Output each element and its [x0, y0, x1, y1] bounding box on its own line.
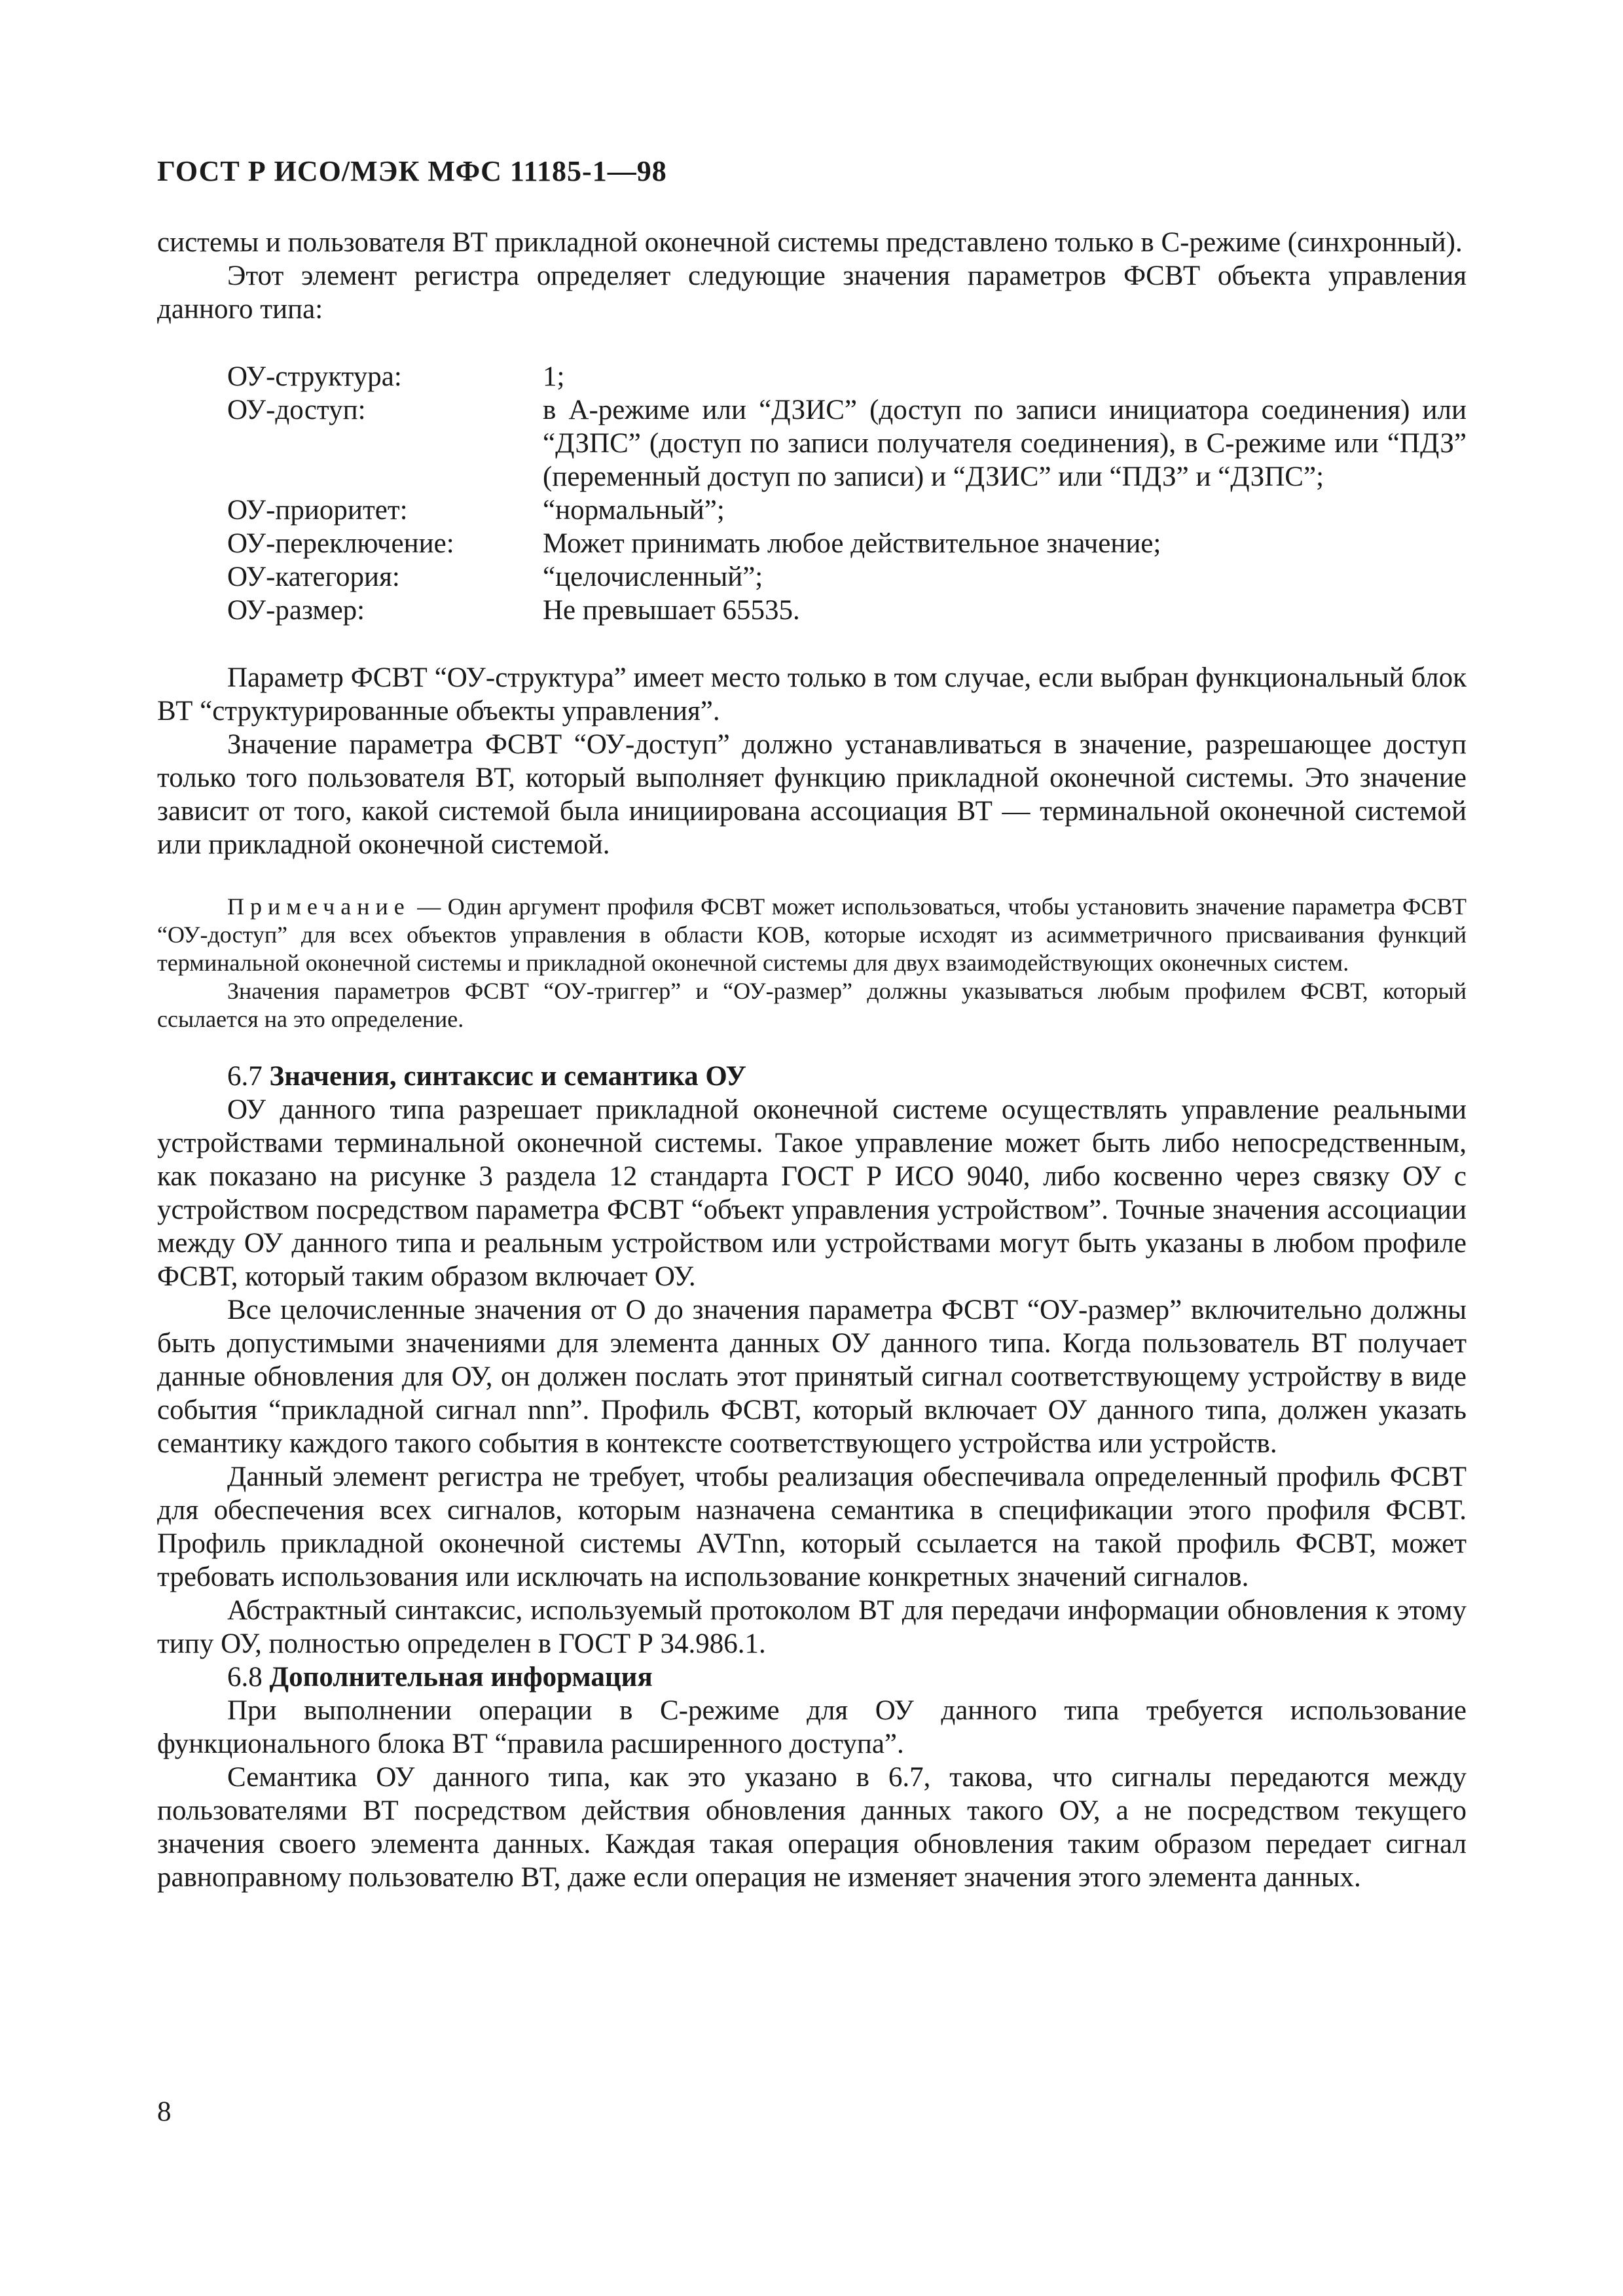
parameter-name: ОУ-переключение: — [227, 528, 454, 559]
parameter-value: в А-режиме или “ДЗИС” (доступ по записи инициатора соединения) или “ДЗПС” (доступ по записи получателя соединения), в С-режиме или “ПДЗ” (переменный доступ по записи) и “ДЗИС” или “ПДЗ” и “ДЗПС”; — [543, 395, 1467, 492]
note-label: Примечание — [227, 893, 410, 920]
document-body — [157, 226, 1467, 1894]
body-paragraph: При выполнении операции в С-режиме для ОУ данного типа требуется использование функционального блока ВТ “правила расширенного доступа”. — [157, 1695, 1467, 1759]
page-number: 8 — [157, 2096, 172, 2127]
intro-paragraph: Этот элемент регистра определяет следующие значения параметров ФСВТ объекта управления данного типа: — [157, 260, 1467, 325]
note-paragraph: Значения параметров ФСВТ “ОУ-триггер” и “ОУ-размер” должны указываться любым профилем ФСВТ, который ссылается на это определение. — [157, 978, 1467, 1032]
parameter-value: 1; — [543, 361, 565, 392]
parameter-row — [227, 360, 1467, 393]
body-paragraph: ОУ данного типа разрешает прикладной оконечной системе осуществлять управление реальными устройствами терминальной оконечной системы. Такое управление может быть либо непосредственным, как показано на рисунке 3 раздела 12 стандарта ГОСТ Р ИСО 9040, либо косвенно через связку ОУ с устройством посредством параметра ФСВТ “объект управления устройством”. Точные значения ассоциации между ОУ данного типа и реальным устройством или устройствами могут быть указаны в любом профиле ФСВТ, который таким образом включает ОУ. — [157, 1094, 1467, 1292]
parameter-name: ОУ-приоритет: — [227, 495, 408, 526]
note-text: — Один аргумент профиля ФСВТ может использоваться, чтобы установить значение параметра ФСВТ “ОУ-доступ” для всех объектов управления в области КОВ, которые исходят из асимметричного присваивания функций терминальной оконечной системы и прикладной оконечной системы для двух взаимодействующих оконечных систем. — [157, 893, 1467, 976]
section-heading — [157, 1660, 1467, 1694]
parameter-value: Может принимать любое действительное значение; — [543, 528, 1161, 559]
section-number: 6.8 — [227, 1662, 263, 1693]
body-paragraph: Семантика ОУ данного типа, как это указано в 6.7, такова, что сигналы передаются между пользователями ВТ посредством действия обновления данных такого ОУ, а не посредством текущего значения своего элемента данных. Каждая такая операция обновления таким образом передает сигнал равноправному пользователю ВТ, даже если операция не изменяет значения этого элемента данных. — [157, 1762, 1467, 1893]
section-title: Дополнительная информация — [269, 1662, 653, 1693]
section-heading — [157, 1060, 1467, 1093]
body-paragraph: Все целочисленные значения от О до значения параметра ФСВТ “ОУ-размер” включительно должны быть допустимыми значениями для элемента данных ОУ данного типа. Когда пользователь ВТ получает данные обновления для ОУ, он должен послать этот принятый сигнал соответствующему устройству в виде события “прикладной сигнал nnn”. Профиль ФСВТ, который включает ОУ данного типа, должен указать семантику каждого такого события в контексте соответствующего устройства или устройств. — [157, 1295, 1467, 1459]
parameter-row — [227, 393, 1467, 493]
parameter-name: ОУ-размер: — [227, 595, 365, 626]
parameter-row — [227, 493, 1467, 527]
body-paragraph: Абстрактный синтаксис, используемый протоколом ВТ для передачи информации обновления к этому типу ОУ, полностью определен в ГОСТ Р 34.986.1. — [157, 1595, 1467, 1659]
parameter-value: “нормальный”; — [543, 495, 725, 526]
parameter-name: ОУ-структура: — [227, 361, 402, 392]
body-paragraph: Значение параметра ФСВТ “ОУ-доступ” должно устанавливаться в значение, разрешающее доступ только того пользователя ВТ, который выполняет функцию прикладной оконечной системы. Это значение зависит от того, какой системой была инициирована ассоциация ВТ — терминальной оконечной системой или прикладной оконечной системой. — [157, 729, 1467, 860]
parameter-value: Не превышает 65535. — [543, 595, 800, 626]
parameter-row — [227, 594, 1467, 627]
section-title: Значения, синтаксис и семантика ОУ — [269, 1061, 746, 1092]
note-paragraph — [157, 893, 1467, 977]
note-block — [157, 893, 1467, 1033]
parameter-row — [227, 527, 1467, 560]
parameter-value: “целочисленный”; — [543, 562, 763, 592]
section-number: 6.7 — [227, 1061, 263, 1092]
document-header: ГОСТ Р ИСО/МЭК МФС 11185-1—98 — [157, 155, 667, 187]
parameter-list — [227, 360, 1467, 627]
parameter-row — [227, 560, 1467, 594]
parameter-name: ОУ-категория: — [227, 562, 400, 592]
parameter-name: ОУ-доступ: — [227, 395, 366, 425]
body-paragraph: Данный элемент регистра не требует, чтобы реализация обеспечивала определенный профиль ФСВТ для обеспечения всех сигналов, которым назначена семантика в спецификации этого профиля ФСВТ. Профиль прикладной оконечной системы AVTnn, который ссылается на такой профиль ФСВТ, может требовать использования или исключать на использование конкретных значений сигналов. — [157, 1462, 1467, 1592]
body-paragraph: Параметр ФСВТ “ОУ-структура” имеет место только в том случае, если выбран функциональный блок ВТ “структурированные объекты управления”. — [157, 662, 1467, 726]
intro-paragraph: системы и пользователя ВТ прикладной оконечной системы представлено только в С-режиме (синхронный). — [157, 227, 1463, 258]
